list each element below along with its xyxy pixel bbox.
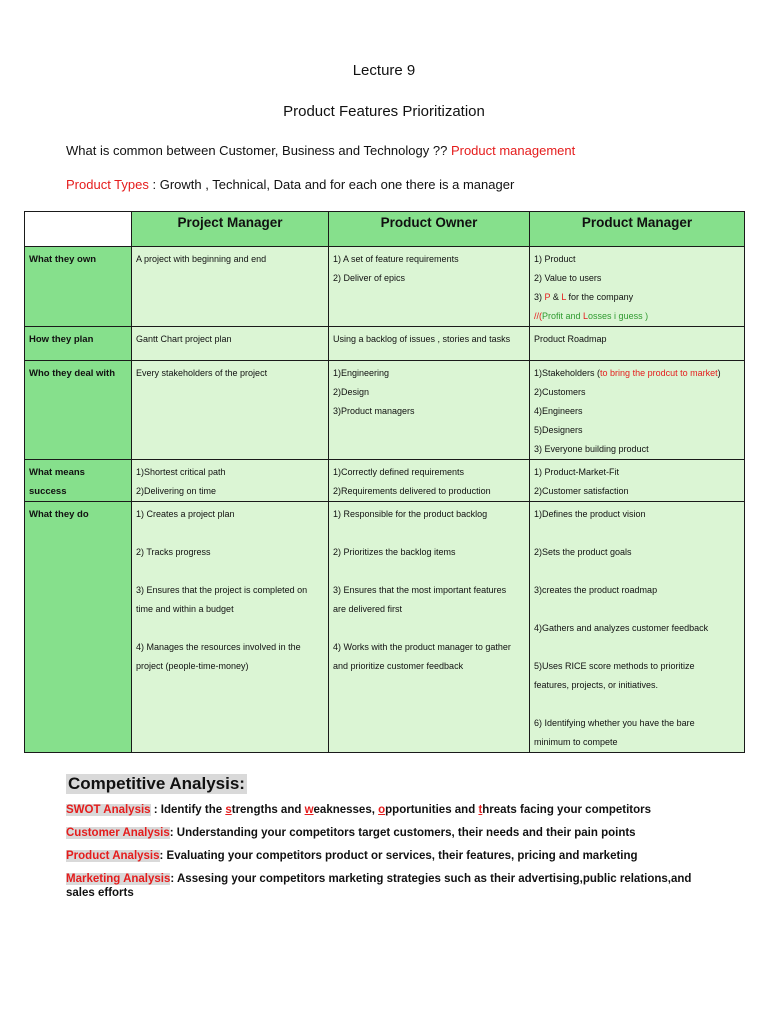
- cell-success-product-owner: [329, 460, 530, 502]
- cell-line: 1)Correctly defined requirements: [333, 467, 465, 477]
- text-fragment: ): [717, 368, 721, 378]
- row-label-line: What means: [29, 467, 85, 478]
- cell-own-product-owner: [329, 247, 530, 327]
- cell-line: 1)Defines the product vision: [534, 509, 646, 519]
- row-label-who-they-deal-with: Who they deal with: [25, 361, 132, 460]
- cell-line: 1) Responsible for the product backlog: [333, 509, 488, 519]
- cell-line: time and within a budget: [136, 604, 234, 614]
- marketing-analysis-text: : Assesing your competitors marketing strategies such as their advertising,public relations,and sales efforts: [66, 873, 692, 899]
- cell-line: 2) Tracks progress: [136, 547, 211, 557]
- spacer: [534, 600, 740, 619]
- swot-letter-t: t: [478, 804, 483, 816]
- text-fragment-red: //(: [534, 311, 542, 321]
- cell-line: 3) Everyone building product: [534, 444, 649, 454]
- cell-line: and prioritize customer feedback: [333, 661, 464, 671]
- row-label-what-means-success: [25, 460, 132, 502]
- roles-comparison-table: [24, 211, 745, 753]
- cell-line: 2)Customers: [534, 387, 586, 397]
- spacer: [333, 524, 525, 543]
- cell-line-profit-losses: [534, 307, 740, 326]
- cell-success-project-manager: [132, 460, 329, 502]
- text-fragment: &: [550, 292, 562, 302]
- table-row-who-they-deal-with: [25, 361, 745, 460]
- product-types-line: [66, 177, 514, 192]
- table-row-what-means-success: [25, 460, 745, 502]
- spacer: [333, 562, 525, 581]
- cell-line: 3)Product managers: [333, 406, 415, 416]
- product-analysis-line: [66, 849, 716, 863]
- text-fragment-red: L: [561, 292, 567, 302]
- cell-line: 2)Delivering on time: [136, 486, 217, 496]
- cell-do-project-manager: [132, 502, 329, 753]
- text-fragment: : Identify the: [150, 804, 226, 816]
- topic-title: Product Features Prioritization: [283, 103, 485, 120]
- row-label-what-they-do: What they do: [25, 502, 132, 753]
- cell-line: 4) Works with the product manager to gather: [333, 642, 511, 652]
- cell-line: 2) Deliver of epics: [333, 273, 406, 283]
- text-fragment: trengths and: [231, 804, 305, 816]
- cell-do-product-owner: [329, 502, 530, 753]
- spacer: [534, 695, 740, 714]
- cell-line: 6) Identifying whether you have the bare: [534, 718, 695, 728]
- cell-line: 1) Creates a project plan: [136, 509, 235, 519]
- cell-line: 4)Engineers: [534, 406, 583, 416]
- cell-line: 3) Ensures that the most important features: [333, 585, 507, 595]
- cell-line: project (people-time-money): [136, 661, 249, 671]
- intro-question-line: [66, 143, 575, 158]
- spacer: [534, 638, 740, 657]
- text-fragment-green: osses i guess ): [588, 311, 649, 321]
- text-fragment: 3): [534, 292, 545, 302]
- spacer: [534, 524, 740, 543]
- cell-line: 1)Engineering: [333, 368, 390, 378]
- cell-line: 2)Requirements delivered to production: [333, 486, 491, 496]
- table-row-how-they-plan: [25, 327, 745, 361]
- spacer: [333, 619, 525, 638]
- text-fragment: hreats facing your competitors: [482, 804, 651, 816]
- swot-letter-s: s: [225, 804, 232, 816]
- cell-line: 2)Sets the product goals: [534, 547, 632, 557]
- text-fragment-red: to bring the prodcut to market: [600, 368, 718, 378]
- cell-line: 1)Shortest critical path: [136, 467, 226, 477]
- text-fragment-red: L: [583, 311, 589, 321]
- swot-analysis-label: SWOT Analysis: [66, 804, 151, 816]
- spacer: [136, 619, 324, 638]
- cell-line: 5)Uses RICE score methods to prioritize: [534, 661, 695, 671]
- marketing-analysis-line: [66, 872, 716, 900]
- cell-line: 2) Prioritizes the backlog items: [333, 547, 456, 557]
- customer-analysis-label: Customer Analysis: [66, 827, 170, 839]
- product-types-text: : Growth , Technical, Data and for each one there is a manager: [148, 177, 515, 192]
- cell-line: 4) Manages the resources involved in the: [136, 642, 301, 652]
- column-header-project-manager: Project Manager: [132, 212, 329, 247]
- intro-answer: Product management: [450, 143, 576, 158]
- competitive-analysis-heading: Competitive Analysis:: [68, 774, 245, 793]
- cell-line: 2)Customer satisfaction: [534, 486, 629, 496]
- cell-line: 3)creates the product roadmap: [534, 585, 658, 595]
- marketing-analysis-label: Marketing Analysis: [66, 873, 171, 885]
- cell-line: 1) Product: [534, 254, 576, 264]
- lecture-title: Lecture 9: [352, 62, 416, 79]
- intro-question: What is common between Customer, Business and Technology ??: [66, 143, 448, 158]
- product-types-label: Product Types: [66, 177, 149, 192]
- swot-letter-o: o: [378, 804, 386, 816]
- cell-deal-project-manager: Every stakeholders of the project: [132, 361, 329, 460]
- cell-line: 1) Product-Market-Fit: [534, 467, 620, 477]
- cell-line-stakeholders: [534, 364, 740, 383]
- product-analysis-text: : Evaluating your competitors product or services, their features, pricing and marketing: [159, 850, 638, 862]
- column-header-product-owner: Product Owner: [329, 212, 530, 247]
- spacer: [534, 562, 740, 581]
- swot-analysis-line: [66, 803, 716, 817]
- spacer: [136, 562, 324, 581]
- cell-line: 5)Designers: [534, 425, 583, 435]
- cell-plan-project-manager: Gantt Chart project plan: [132, 327, 329, 361]
- row-label-what-they-own: What they own: [25, 247, 132, 327]
- text-fragment: 1)Stakeholders (: [534, 368, 601, 378]
- cell-line: 2)Design: [333, 387, 370, 397]
- cell-success-product-manager: [530, 460, 745, 502]
- cell-plan-product-manager: Product Roadmap: [530, 327, 745, 361]
- cell-line: 2) Value to users: [534, 273, 602, 283]
- cell-plan-product-owner: Using a backlog of issues , stories and tasks: [329, 327, 530, 361]
- cell-line: features, projects, or initiatives.: [534, 680, 659, 690]
- spacer: [136, 524, 324, 543]
- cell-deal-product-manager: [530, 361, 745, 460]
- product-analysis-label: Product Analysis: [66, 850, 160, 862]
- cell-own-project-manager: A project with beginning and end: [132, 247, 329, 327]
- row-label-how-they-plan: How they plan: [25, 327, 132, 361]
- cell-line: 4)Gathers and analyzes customer feedback: [534, 623, 709, 633]
- text-fragment-red: P: [544, 292, 551, 302]
- text-fragment-green: Profit and: [542, 311, 584, 321]
- cell-own-product-manager: [530, 247, 745, 327]
- cell-do-product-manager: [530, 502, 745, 753]
- text-fragment: for the company: [566, 292, 634, 302]
- cell-deal-product-owner: [329, 361, 530, 460]
- swot-letter-w: w: [304, 804, 314, 816]
- cell-line: 1) A set of feature requirements: [333, 254, 459, 264]
- row-label-line: success: [29, 486, 67, 497]
- customer-analysis-text: : Understanding your competitors target customers, their needs and their pain points: [169, 827, 636, 839]
- text-fragment: pportunities and: [385, 804, 479, 816]
- table-header-row: [25, 212, 745, 247]
- column-header-product-manager: Product Manager: [530, 212, 745, 247]
- cell-line-p-and-l: [534, 288, 740, 307]
- header-corner-cell: [25, 212, 132, 247]
- cell-line: minimum to compete: [534, 737, 618, 747]
- table-row-what-they-own: [25, 247, 745, 327]
- customer-analysis-line: [66, 826, 716, 840]
- cell-line: 3) Ensures that the project is completed on: [136, 585, 308, 595]
- table-row-what-they-do: [25, 502, 745, 753]
- cell-line: are delivered first: [333, 604, 403, 614]
- text-fragment: eaknesses,: [313, 804, 379, 816]
